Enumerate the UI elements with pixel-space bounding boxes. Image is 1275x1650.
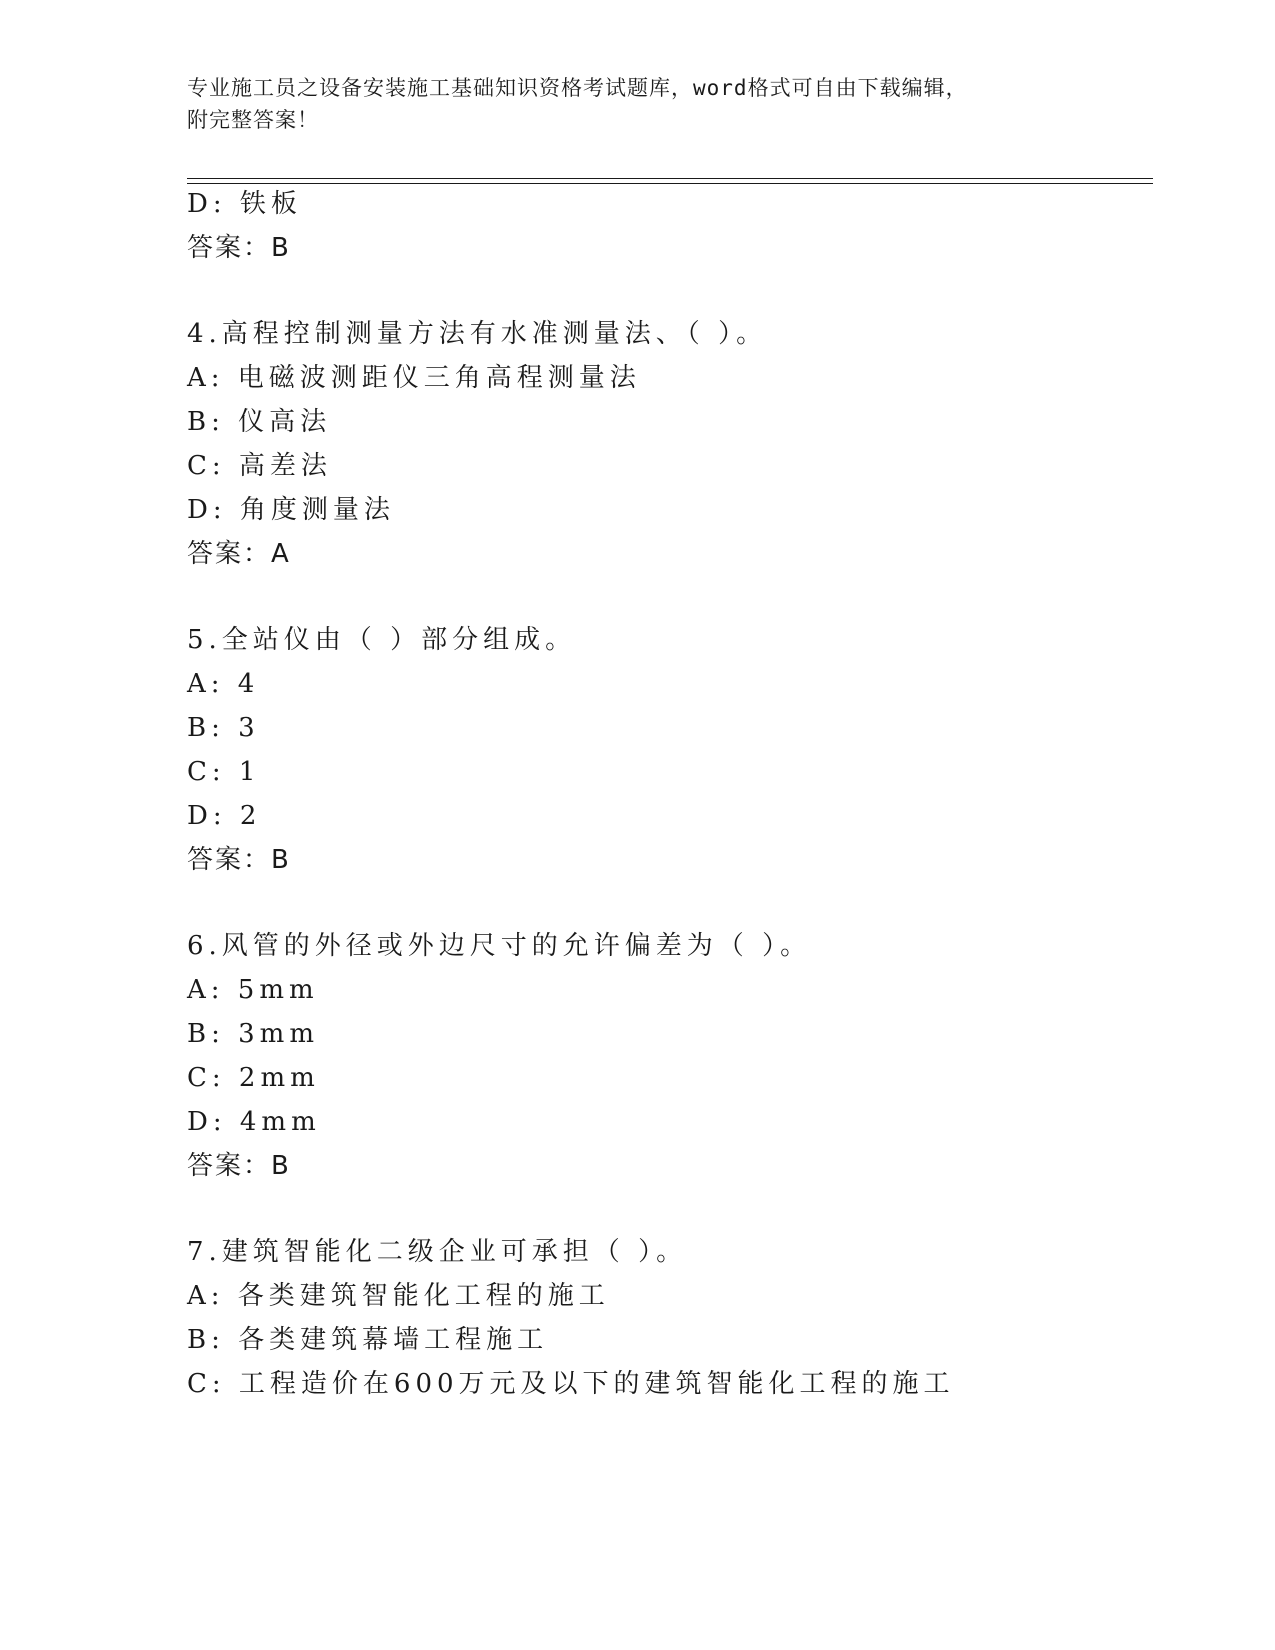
q7-option-b: B: 各类建筑幕墙工程施工 — [187, 1325, 549, 1355]
q6-option-c: C: 2mm — [187, 1063, 320, 1093]
q5-option-d: D: 2 — [187, 801, 262, 831]
q5-answer: 答案：B — [187, 845, 291, 875]
q7-option-c: C: 工程造价在600万元及以下的建筑智能化工程的施工 — [187, 1369, 955, 1399]
q5-question: 5.全站仪由（ ）部分组成。 — [187, 625, 577, 655]
q4-option-d: D: 角度测量法 — [187, 495, 395, 525]
q7-question: 7.建筑智能化二级企业可承担（ ）。 — [187, 1237, 688, 1267]
header-divider-bottom — [187, 183, 1153, 184]
q4-question: 4.高程控制测量方法有水准测量法、（ ）。 — [187, 319, 768, 349]
q3-option-d: D: 铁板 — [187, 189, 302, 219]
q7-option-a: A: 各类建筑智能化工程的施工 — [187, 1281, 610, 1311]
q6-question: 6.风管的外径或外边尺寸的允许偏差为（ ）。 — [187, 931, 812, 961]
q6-option-d: D: 4mm — [187, 1107, 321, 1137]
header-title-line2: 附完整答案！ — [187, 108, 319, 132]
q6-answer: 答案：B — [187, 1151, 291, 1181]
q4-option-b: B: 仪高法 — [187, 407, 332, 437]
q4-option-c: C: 高差法 — [187, 451, 332, 481]
q5-option-c: C: 1 — [187, 757, 261, 787]
header-title-line1: 专业施工员之设备安装施工基础知识资格考试题库，word格式可自由下载编辑， — [187, 76, 968, 100]
q6-option-b: B: 3mm — [187, 1019, 319, 1049]
q5-option-a: A: 4 — [187, 669, 260, 699]
q3-answer: 答案：B — [187, 233, 291, 263]
q4-option-a: A: 电磁波测距仪三角高程测量法 — [187, 363, 641, 393]
q6-option-a: A: 5mm — [187, 975, 319, 1005]
q5-option-b: B: 3 — [187, 713, 260, 743]
page-header — [187, 72, 1087, 136]
header-divider-top — [187, 178, 1153, 179]
q4-answer: 答案：A — [187, 539, 291, 569]
